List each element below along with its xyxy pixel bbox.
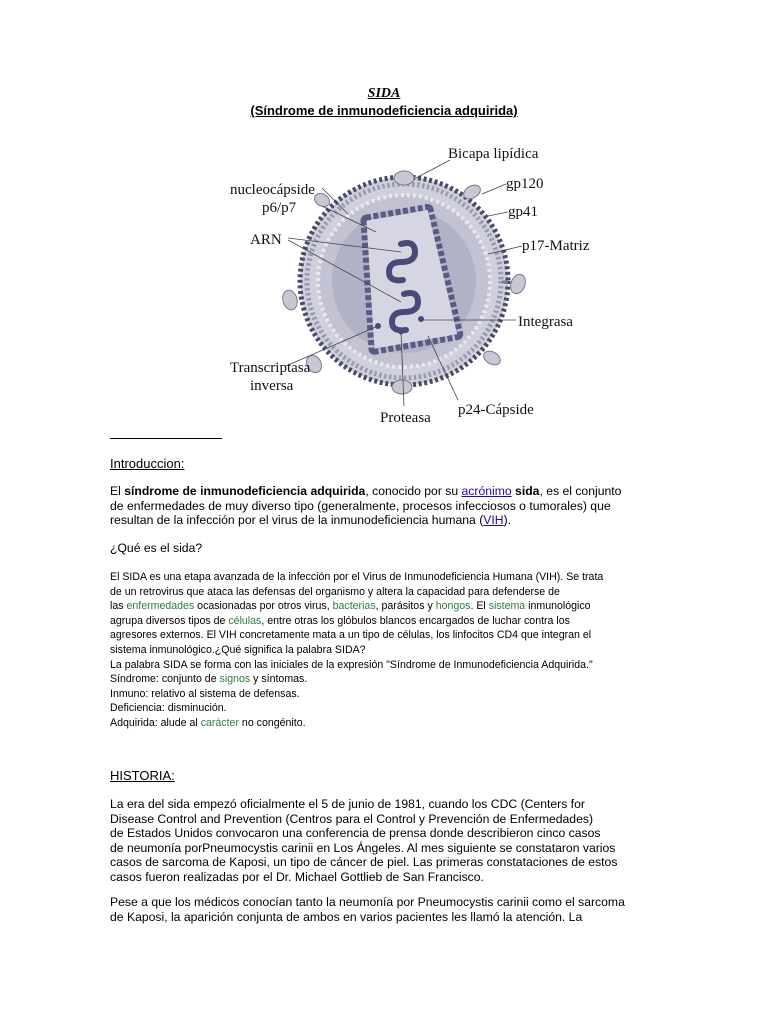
integrase-dot (418, 316, 424, 322)
label-arn: ARN (250, 232, 282, 248)
document-title: SIDA (367, 86, 401, 101)
link-signos[interactable]: signos (219, 673, 251, 686)
label-p17: p17-Matriz (522, 238, 590, 254)
intro-paragraph: El síndrome de inmunodeficiencia adquirida, conocido por su acrónimo sida, es el conjunto de enfermedades de muy diverso tipo (generalmente, procesos infecciosos o tumorales) que resultan de la infección por el virus de la inmunodeficiencia humana (VIH). (110, 484, 622, 528)
label-nucleocapside: nucleocápside (230, 182, 315, 198)
historia-paragraph-1: La era del sida empezó oficialmente el 5 de junio de 1981, cuando los CDC (Centers for Disease Control and Prevention (Centros para el Control y Prevención de Enfermedades) de Estados Unidos convocaron una conferencia de prensa donde describieron cinco casos de neumonía porPneumocystis carinii en Los Ángeles. Al mes siguiente se constataron varios casos de sarcoma de Kaposi, un tipo de cáncer de piel. Las primeras constataciones de estos casos fueron realizadas por el Dr. Michael Gottlieb de San Francisco. (110, 797, 618, 884)
label-p6p7: p6/p7 (262, 200, 297, 216)
link-vih[interactable]: VIH (483, 513, 504, 528)
label-inversa: inversa (250, 378, 294, 394)
link-celulas[interactable]: células (228, 614, 262, 627)
document-subtitle: (Síndrome de inmunodeficiencia adquirida) (250, 103, 518, 118)
historia-heading: HISTORIA: (110, 768, 175, 783)
separator-rule (110, 438, 222, 439)
label-gp41: gp41 (508, 204, 538, 220)
historia-paragraph-2: Pese a que los médicos conocían tanto la neumonía por Pneumocystis carinii como el sarcoma de Kaposi, la aparición conjunta de ambos en varios pacientes les llamó la atención. La (110, 895, 625, 924)
label-bicapa: Bicapa lipídica (448, 146, 539, 162)
label-p24: p24-Cápside (458, 402, 534, 418)
label-integrasa: Integrasa (518, 314, 573, 330)
link-sistema[interactable]: sistema (488, 600, 526, 613)
question-line: ¿Qué es el sida? (110, 541, 203, 555)
term-bold: síndrome de inmunodeficiencia adquirida (124, 484, 366, 498)
link-caracter[interactable]: carácter (200, 716, 239, 729)
link-acronimo[interactable]: acrónimo (461, 484, 512, 498)
label-transcriptasa: Transcriptasa (230, 360, 311, 376)
label-proteasa: Proteasa (380, 410, 431, 426)
sida-definition: El SIDA es una etapa avanzada de la infección por el Virus de Inmunodeficiencia Humana (VIH). Se trata de un retrovirus que ataca las defensas del organismo y altera la capacidad para defenderse de las enfermedades ocasionadas por otros virus, bacterias, parásitos y hongos. El sistema inmunológico agrupa diversos tipos de células, entre otras los glóbulos blancos encargados de luchar contra los agresores externos. El VIH concretamente mata a un tipo de células, los linfocitos CD4 que integran el sistema inmunológico.¿Qué significa la palabra SIDA? La palabra SIDA se forma con las iniciales de la expresión "Síndrome de Inmunodeficiencia Adquirida." Síndrome: conjunto de signos y síntomas. Inmuno: relativo al sistema de defensas. Deficiencia: disminución. Adquirida: alude al carácter no congénito. (110, 571, 604, 729)
link-bacterias[interactable]: bacterias (332, 600, 376, 613)
link-hongos[interactable]: hongos (435, 600, 471, 613)
link-enfermedades[interactable]: enfermedades (126, 600, 195, 613)
intro-heading: Introduccion: (110, 456, 185, 471)
label-gp120: gp120 (506, 176, 544, 192)
hiv-virus-diagram (226, 136, 606, 442)
